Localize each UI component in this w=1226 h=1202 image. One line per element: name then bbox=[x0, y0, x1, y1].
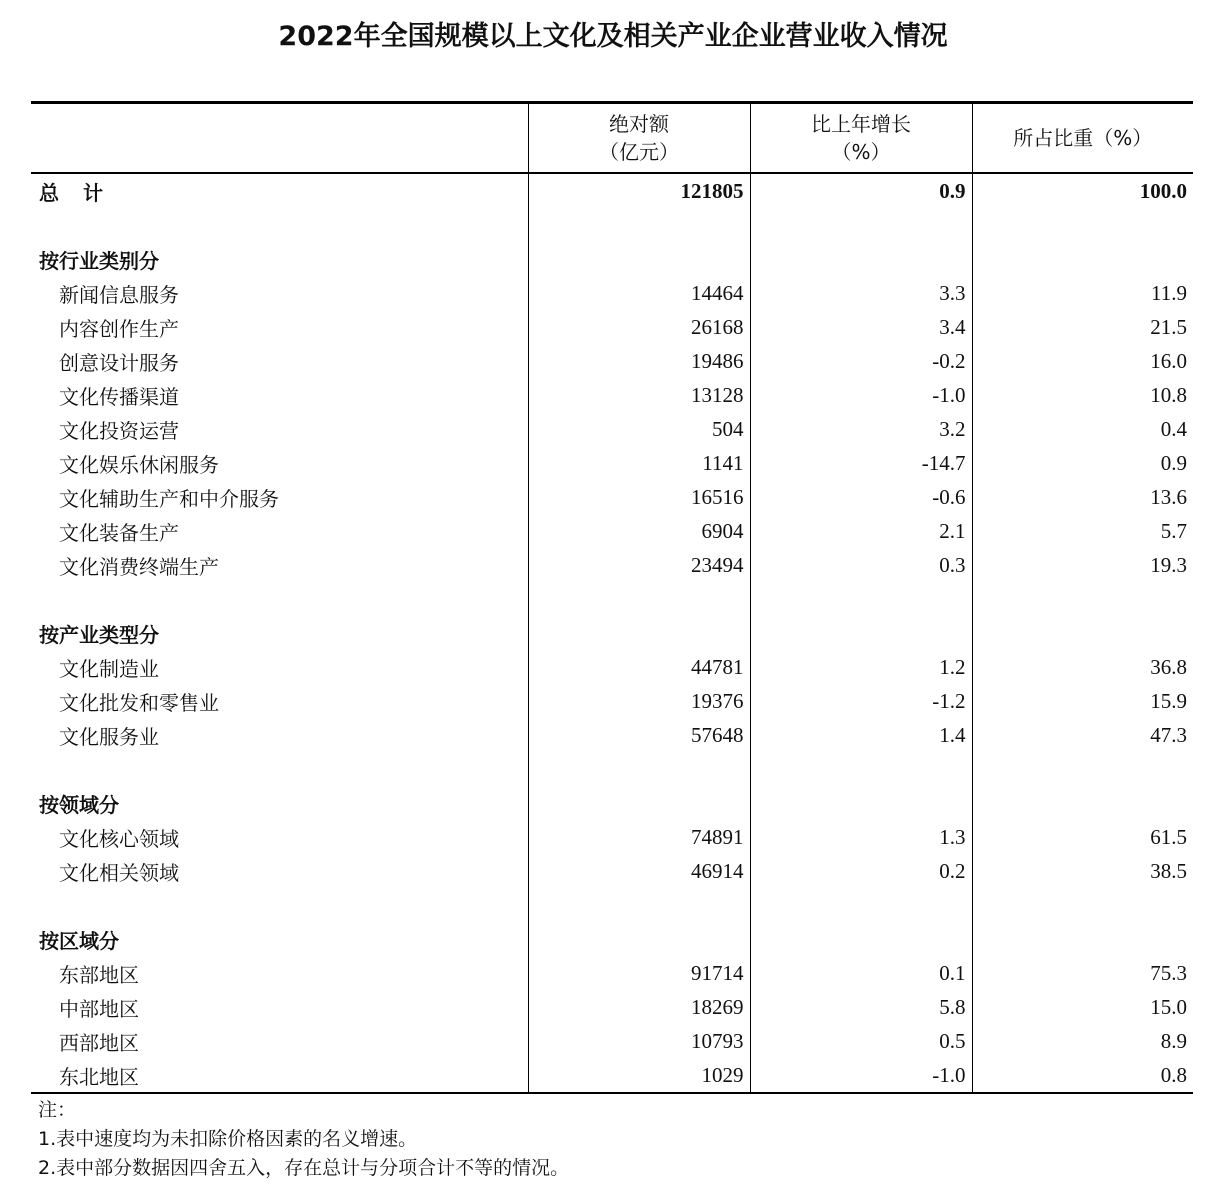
row-share: 38.5 bbox=[972, 854, 1193, 888]
table-row bbox=[31, 990, 1193, 1024]
row-label: 新闻信息服务 bbox=[59, 282, 179, 307]
row-share: 15.9 bbox=[972, 684, 1193, 718]
row-amount: 57648 bbox=[528, 718, 750, 752]
total-row bbox=[31, 173, 1193, 208]
row-label: 东北地区 bbox=[31, 1058, 528, 1093]
section-empty-cell bbox=[528, 616, 750, 650]
row-growth: -14.7 bbox=[750, 446, 972, 480]
row-share: 19.3 bbox=[972, 548, 1193, 582]
row-growth: 3.4 bbox=[750, 310, 972, 344]
row-growth: 2.1 bbox=[750, 514, 972, 548]
revenue-table bbox=[31, 101, 1193, 1094]
header-row bbox=[31, 103, 1193, 174]
row-growth: 0.2 bbox=[750, 854, 972, 888]
row-share: 0.8 bbox=[972, 1058, 1193, 1093]
row-growth: -0.6 bbox=[750, 480, 972, 514]
row-share: 0.9 bbox=[972, 446, 1193, 480]
spacer-cell bbox=[528, 888, 750, 922]
row-share: 61.5 bbox=[972, 820, 1193, 854]
row-amount: 14464 bbox=[528, 276, 750, 310]
row-amount: 23494 bbox=[528, 548, 750, 582]
header-growth-line2: （%） bbox=[831, 140, 891, 164]
notes bbox=[38, 1096, 569, 1183]
row-growth: -0.2 bbox=[750, 344, 972, 378]
row-growth: 1.4 bbox=[750, 718, 972, 752]
table-row bbox=[31, 854, 1193, 888]
row-amount: 1141 bbox=[528, 446, 750, 480]
spacer-row bbox=[31, 752, 1193, 786]
row-growth: -1.2 bbox=[750, 684, 972, 718]
row-amount: 504 bbox=[528, 412, 750, 446]
row-share: 13.6 bbox=[972, 480, 1193, 514]
section-empty-cell bbox=[750, 786, 972, 820]
section-empty-cell bbox=[972, 242, 1193, 276]
row-amount: 6904 bbox=[528, 514, 750, 548]
note-line: 2.表中部分数据因四舍五入，存在总计与分项合计不等的情况。 bbox=[38, 1157, 570, 1179]
section-heading-row bbox=[31, 922, 1193, 956]
total-share: 100.0 bbox=[972, 173, 1193, 208]
table-row bbox=[31, 1058, 1193, 1093]
row-label: 文化服务业 bbox=[59, 724, 159, 749]
spacer-cell bbox=[31, 752, 528, 786]
row-share: 21.5 bbox=[972, 310, 1193, 344]
row-amount: 74891 bbox=[528, 820, 750, 854]
row-growth: 5.8 bbox=[750, 990, 972, 1024]
table-row bbox=[31, 956, 1193, 990]
section-heading-row bbox=[31, 242, 1193, 276]
row-label: 创意设计服务 bbox=[59, 350, 179, 375]
table-row bbox=[31, 650, 1193, 684]
row-label: 文化传播渠道 bbox=[59, 384, 179, 409]
section-empty-cell bbox=[750, 616, 972, 650]
row-share: 15.0 bbox=[972, 990, 1193, 1024]
section-heading: 按领域分 bbox=[39, 792, 119, 817]
row-label: 文化娱乐休闲服务 bbox=[59, 452, 219, 477]
row-share: 75.3 bbox=[972, 956, 1193, 990]
row-growth: 0.1 bbox=[750, 956, 972, 990]
section-empty-cell bbox=[750, 922, 972, 956]
header-amount-line2: （亿元） bbox=[599, 140, 679, 164]
row-label: 西部地区 bbox=[59, 1030, 139, 1055]
spacer-row bbox=[31, 208, 1193, 242]
section-empty-cell bbox=[972, 786, 1193, 820]
row-amount: 19376 bbox=[528, 684, 750, 718]
spacer-cell bbox=[750, 582, 972, 616]
table-row bbox=[31, 276, 1193, 310]
spacer-cell bbox=[972, 888, 1193, 922]
spacer-cell bbox=[528, 752, 750, 786]
total-label bbox=[31, 173, 528, 208]
total-amount: 121805 bbox=[528, 173, 750, 208]
section-heading: 按行业类别分 bbox=[39, 248, 159, 273]
row-amount: 44781 bbox=[528, 650, 750, 684]
table-row bbox=[31, 412, 1193, 446]
section-empty-cell bbox=[528, 922, 750, 956]
section-empty-cell bbox=[750, 242, 972, 276]
row-growth: 1.3 bbox=[750, 820, 972, 854]
total-label-a: 总 bbox=[39, 180, 59, 205]
table-row bbox=[31, 344, 1193, 378]
row-growth: 0.3 bbox=[750, 548, 972, 582]
table-row bbox=[31, 718, 1193, 752]
row-growth: 3.3 bbox=[750, 276, 972, 310]
spacer-cell bbox=[528, 582, 750, 616]
page-title: 2022年全国规模以上文化及相关产业企业营业收入情况 bbox=[278, 21, 948, 52]
table-row bbox=[31, 684, 1193, 718]
data-table-container bbox=[31, 101, 1193, 1094]
section-heading-row bbox=[31, 786, 1193, 820]
row-share: 36.8 bbox=[972, 650, 1193, 684]
row-label: 文化相关领域 bbox=[59, 860, 179, 885]
row-amount: 1029 bbox=[528, 1058, 750, 1093]
row-share: 5.7 bbox=[972, 514, 1193, 548]
table-row bbox=[31, 480, 1193, 514]
row-label: 中部地区 bbox=[59, 996, 139, 1021]
spacer-cell bbox=[31, 208, 528, 242]
row-amount: 13128 bbox=[528, 378, 750, 412]
row-growth: 1.2 bbox=[750, 650, 972, 684]
row-amount: 26168 bbox=[528, 310, 750, 344]
spacer-cell bbox=[750, 752, 972, 786]
table-row bbox=[31, 446, 1193, 480]
row-growth: -1.0 bbox=[750, 1058, 972, 1093]
row-growth: -1.0 bbox=[750, 378, 972, 412]
section-heading: 按区域分 bbox=[39, 928, 119, 953]
row-amount: 91714 bbox=[528, 956, 750, 990]
header-amount-line1: 绝对额 bbox=[609, 112, 669, 136]
row-share: 10.8 bbox=[972, 378, 1193, 412]
note-line: 1.表中速度均为未扣除价格因素的名义增速。 bbox=[38, 1128, 418, 1150]
spacer-cell bbox=[528, 208, 750, 242]
spacer-row bbox=[31, 582, 1193, 616]
row-growth: 3.2 bbox=[750, 412, 972, 446]
spacer-cell bbox=[31, 582, 528, 616]
section-empty-cell bbox=[972, 616, 1193, 650]
total-growth: 0.9 bbox=[750, 173, 972, 208]
row-label: 内容创作生产 bbox=[59, 316, 179, 341]
spacer-cell bbox=[750, 888, 972, 922]
spacer-cell bbox=[972, 208, 1193, 242]
row-amount: 19486 bbox=[528, 344, 750, 378]
row-share: 8.9 bbox=[972, 1024, 1193, 1058]
row-label: 文化消费终端生产 bbox=[59, 554, 219, 579]
section-empty-cell bbox=[528, 786, 750, 820]
table-row bbox=[31, 310, 1193, 344]
row-label: 东部地区 bbox=[59, 962, 139, 987]
table-row bbox=[31, 1024, 1193, 1058]
spacer-cell bbox=[31, 888, 528, 922]
header-category bbox=[31, 103, 528, 174]
table-row bbox=[31, 378, 1193, 412]
row-label: 文化制造业 bbox=[59, 656, 159, 681]
spacer-cell bbox=[972, 582, 1193, 616]
section-empty-cell bbox=[972, 922, 1193, 956]
header-share: 所占比重（%） bbox=[972, 103, 1193, 174]
row-amount: 10793 bbox=[528, 1024, 750, 1058]
row-label: 文化辅助生产和中介服务 bbox=[59, 486, 279, 511]
header-amount bbox=[528, 103, 750, 174]
row-label: 文化投资运营 bbox=[59, 418, 179, 443]
row-amount: 16516 bbox=[528, 480, 750, 514]
total-label-b: 计 bbox=[83, 180, 103, 205]
table-row bbox=[31, 820, 1193, 854]
row-label: 文化核心领域 bbox=[59, 826, 179, 851]
table-row bbox=[31, 514, 1193, 548]
spacer-cell bbox=[972, 752, 1193, 786]
header-growth bbox=[750, 103, 972, 174]
table-row bbox=[31, 548, 1193, 582]
spacer-row bbox=[31, 888, 1193, 922]
row-label: 文化批发和零售业 bbox=[59, 690, 219, 715]
row-amount: 18269 bbox=[528, 990, 750, 1024]
row-share: 0.4 bbox=[972, 412, 1193, 446]
spacer-cell bbox=[750, 208, 972, 242]
notes-heading: 注： bbox=[38, 1099, 77, 1121]
row-amount: 46914 bbox=[528, 854, 750, 888]
row-share: 11.9 bbox=[972, 276, 1193, 310]
section-empty-cell bbox=[528, 242, 750, 276]
row-share: 47.3 bbox=[972, 718, 1193, 752]
row-label: 文化装备生产 bbox=[59, 520, 179, 545]
row-share: 16.0 bbox=[972, 344, 1193, 378]
table-body bbox=[31, 173, 1193, 1093]
section-heading-row bbox=[31, 616, 1193, 650]
section-heading: 按产业类型分 bbox=[39, 622, 159, 647]
header-growth-line1: 比上年增长 bbox=[811, 112, 911, 136]
row-growth: 0.5 bbox=[750, 1024, 972, 1058]
